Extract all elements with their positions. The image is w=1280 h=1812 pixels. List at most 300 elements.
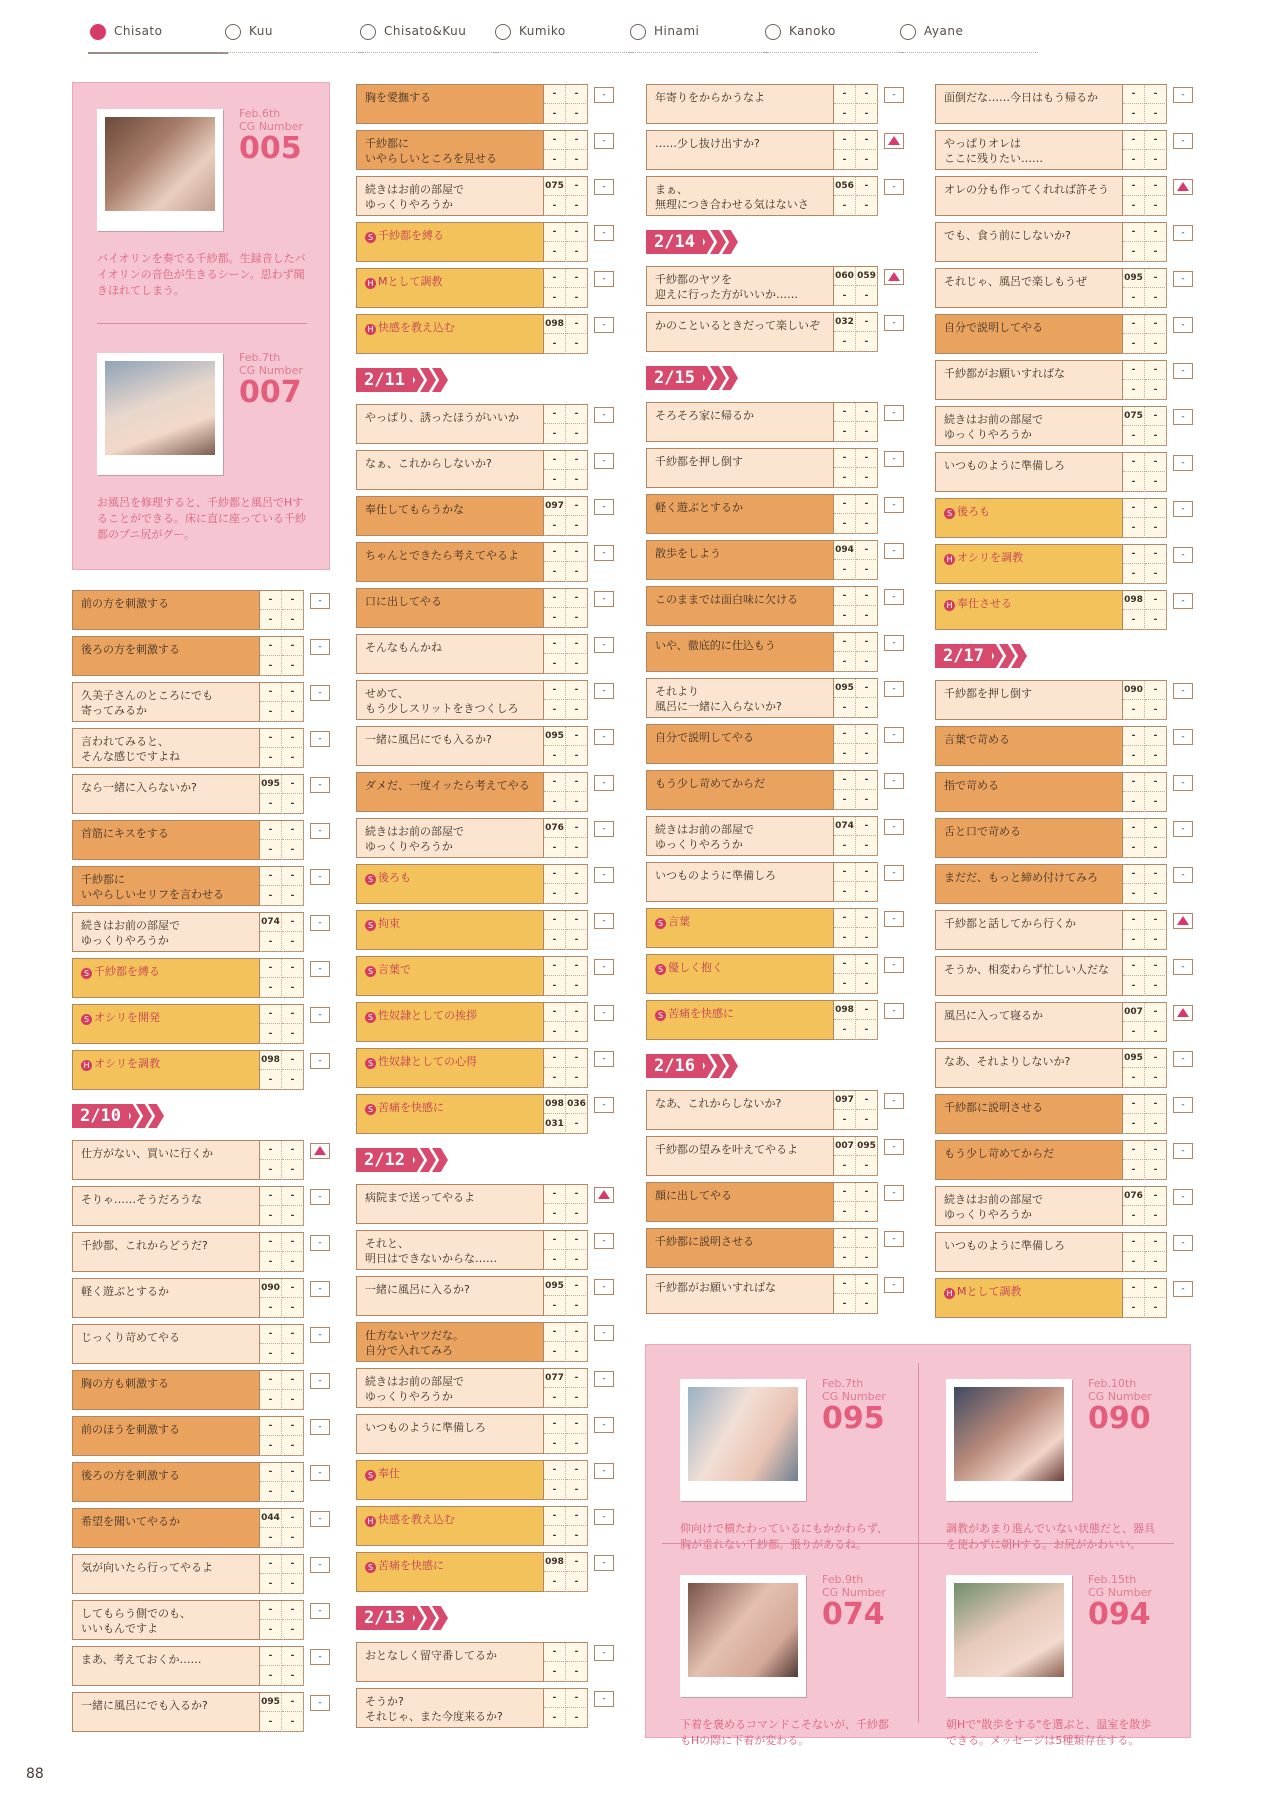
cg-cell: 095 bbox=[544, 1277, 566, 1296]
cg-cell: - bbox=[1145, 1115, 1167, 1134]
affection-box: - bbox=[594, 1645, 614, 1661]
choice-line: 言葉 bbox=[668, 915, 690, 928]
choice-text bbox=[935, 130, 1123, 170]
arrow-up-icon bbox=[1177, 916, 1189, 925]
cg-grid bbox=[544, 130, 588, 170]
choice-line: そうか? bbox=[365, 1695, 404, 1708]
choice-line: なあ、これからしないか? bbox=[655, 1097, 782, 1110]
choice-line: 自分で説明してやる bbox=[944, 321, 1043, 334]
cg-cell: - bbox=[1123, 361, 1145, 380]
cg-cell: - bbox=[1145, 315, 1167, 334]
cg-cell: - bbox=[834, 515, 856, 534]
cg-cell: - bbox=[834, 883, 856, 902]
choice-text bbox=[72, 1462, 260, 1502]
choice-row bbox=[646, 1228, 916, 1268]
cg-grid bbox=[1123, 452, 1167, 492]
choice-row bbox=[356, 450, 626, 490]
cg-number-label: CG Number bbox=[1088, 1586, 1152, 1599]
date-header bbox=[935, 644, 1205, 670]
cg-cell: - bbox=[1145, 243, 1167, 262]
cg-cell: - bbox=[856, 817, 878, 836]
cg-cell: - bbox=[856, 863, 878, 882]
cg-number-label: CG Number bbox=[239, 120, 303, 133]
cg-cell: - bbox=[834, 1157, 856, 1176]
cg-cell: - bbox=[260, 591, 282, 610]
affection-box: - bbox=[594, 133, 614, 149]
tab-chisato[interactable] bbox=[88, 18, 228, 54]
cg-cell: - bbox=[566, 773, 588, 792]
affection-up-icon bbox=[1173, 913, 1193, 929]
cg-grid bbox=[834, 1090, 878, 1130]
cg-cell: - bbox=[260, 1207, 282, 1226]
choice-line: せめて、 bbox=[365, 687, 409, 700]
cg-cell: - bbox=[856, 1021, 878, 1040]
cg-cell: - bbox=[544, 1023, 566, 1042]
cg-cell: - bbox=[260, 1647, 282, 1666]
cg-cell: - bbox=[1145, 1161, 1167, 1180]
cg-cell: - bbox=[1123, 865, 1145, 884]
choice-line: いや、徹底的に仕込もう bbox=[655, 639, 776, 652]
cg-cell: - bbox=[566, 681, 588, 700]
choice-text bbox=[935, 1002, 1123, 1042]
cg-number-label: CG Number bbox=[239, 364, 303, 377]
choice-line: 続きはお前の部屋で bbox=[944, 413, 1043, 426]
cg-cell: - bbox=[282, 729, 304, 748]
cg-cell: - bbox=[1145, 269, 1167, 288]
choice-line: 久美子さんのところにでも bbox=[81, 689, 213, 702]
cg-cell: - bbox=[1123, 453, 1145, 472]
choice-line: 年寄りをからかうなよ bbox=[655, 91, 765, 104]
cg-cell: - bbox=[1123, 499, 1145, 518]
choice-row bbox=[356, 1048, 626, 1088]
choice-line: 寄ってみるか bbox=[81, 704, 147, 717]
choice-text bbox=[72, 1278, 260, 1318]
cg-cell: - bbox=[856, 287, 878, 306]
cg-cell: - bbox=[544, 839, 566, 858]
cg-cell: - bbox=[566, 931, 588, 950]
choice-line: 続きはお前の部屋で bbox=[365, 1375, 464, 1388]
cg-image bbox=[688, 1583, 798, 1677]
cg-cell: 059 bbox=[856, 267, 878, 286]
cg-cell: - bbox=[834, 699, 856, 718]
affection-box: - bbox=[594, 1509, 614, 1525]
cg-cell: - bbox=[834, 287, 856, 306]
cg-cell: - bbox=[544, 885, 566, 904]
cg-cell: - bbox=[1123, 1253, 1145, 1272]
cg-grid bbox=[260, 958, 304, 998]
choice-text bbox=[646, 770, 834, 810]
cg-cell: - bbox=[260, 1371, 282, 1390]
date-header bbox=[646, 366, 916, 392]
choice-row bbox=[356, 1368, 626, 1408]
cg-cell: - bbox=[566, 839, 588, 858]
choice-line: 言われてみると、 bbox=[81, 735, 169, 748]
cg-number: 094 bbox=[1088, 1597, 1151, 1632]
cg-grid bbox=[544, 314, 588, 354]
cg-cell: - bbox=[544, 269, 566, 288]
choice-text bbox=[72, 636, 260, 676]
choice-text bbox=[646, 586, 834, 626]
cg-cell: - bbox=[856, 469, 878, 488]
cg-card-095 bbox=[656, 1353, 914, 1553]
affection-box: - bbox=[594, 499, 614, 515]
cg-cell: - bbox=[282, 749, 304, 768]
choice-text bbox=[646, 1000, 834, 1040]
choice-line: もう少し苛めてからだ bbox=[655, 777, 765, 790]
cg-cell: - bbox=[1145, 453, 1167, 472]
cg-cell: - bbox=[856, 515, 878, 534]
cg-cell: - bbox=[1123, 1095, 1145, 1114]
cg-cell: - bbox=[544, 1527, 566, 1546]
choice-text bbox=[935, 680, 1123, 720]
cg-cell: - bbox=[1123, 727, 1145, 746]
cg-cell: - bbox=[856, 909, 878, 928]
affection-box: - bbox=[594, 913, 614, 929]
cg-cell: - bbox=[260, 959, 282, 978]
cg-grid bbox=[834, 266, 878, 306]
cg-grid bbox=[834, 1136, 878, 1176]
affection-box: - bbox=[594, 1325, 614, 1341]
choice-row bbox=[356, 680, 626, 720]
choice-line: 続きはお前の部屋で bbox=[365, 825, 464, 838]
cg-cell: - bbox=[834, 975, 856, 994]
cg-cell: - bbox=[544, 1689, 566, 1708]
cg-cell: - bbox=[1145, 545, 1167, 564]
choice-line: 言葉で苛める bbox=[944, 733, 1010, 746]
cg-cell: - bbox=[856, 1091, 878, 1110]
cg-number: 005 bbox=[239, 131, 302, 166]
tab-hinami[interactable] bbox=[628, 18, 768, 53]
choice-row bbox=[646, 816, 916, 856]
choice-row bbox=[935, 772, 1205, 812]
affection-box: - bbox=[1173, 317, 1193, 333]
cg-cell: - bbox=[282, 841, 304, 860]
cg-cell: - bbox=[544, 747, 566, 766]
choice-text bbox=[72, 912, 260, 952]
cg-cell: - bbox=[856, 725, 878, 744]
cg-cell: - bbox=[260, 637, 282, 656]
choice-line: 千紗都を縛る bbox=[94, 965, 160, 978]
affection-box: - bbox=[1173, 1097, 1193, 1113]
cg-cell: - bbox=[260, 1071, 282, 1090]
cg-cell: - bbox=[856, 541, 878, 560]
choice-line: 一緒に風呂にでも入るか? bbox=[81, 1699, 208, 1712]
cg-cell: - bbox=[1123, 773, 1145, 792]
cg-cell: - bbox=[282, 1071, 304, 1090]
cg-cell: - bbox=[856, 495, 878, 514]
cg-grid bbox=[544, 268, 588, 308]
choice-text bbox=[356, 130, 544, 170]
choice-row bbox=[356, 404, 626, 444]
cg-grid bbox=[544, 864, 588, 904]
cg-cell: - bbox=[856, 653, 878, 672]
cg-cell: - bbox=[1123, 747, 1145, 766]
tab-label: Hinami bbox=[654, 24, 700, 38]
cg-grid bbox=[834, 816, 878, 856]
choice-text bbox=[646, 1182, 834, 1222]
cg-cell: - bbox=[1123, 565, 1145, 584]
cg-grid bbox=[260, 1004, 304, 1044]
cg-cell: - bbox=[282, 867, 304, 886]
cg-cell: - bbox=[1145, 151, 1167, 170]
cg-cell: - bbox=[544, 131, 566, 150]
flow-column-2 bbox=[356, 84, 626, 1734]
cg-cell: - bbox=[544, 425, 566, 444]
choice-line: やっぱり、誘ったほうがいいか bbox=[365, 411, 519, 424]
choice-row bbox=[356, 84, 626, 124]
cg-grid bbox=[544, 1276, 588, 1316]
cg-cell: - bbox=[544, 931, 566, 950]
cg-grid bbox=[260, 1692, 304, 1732]
choice-line: 奉仕してもらうかな bbox=[365, 503, 464, 516]
cg-cell: - bbox=[834, 495, 856, 514]
cg-grid bbox=[544, 84, 588, 124]
choice-text bbox=[72, 1508, 260, 1548]
choice-row bbox=[935, 910, 1205, 950]
cg-cell: 098 bbox=[544, 1553, 566, 1572]
cg-cell: - bbox=[566, 793, 588, 812]
cg-cell: - bbox=[544, 1709, 566, 1728]
cg-cell: - bbox=[282, 1253, 304, 1272]
cg-cell: - bbox=[856, 883, 878, 902]
choice-line: ゆっくりやろうか bbox=[365, 198, 453, 211]
cg-grid bbox=[260, 1462, 304, 1502]
arrow-up-icon bbox=[1177, 182, 1189, 191]
cg-cell: - bbox=[566, 85, 588, 104]
cg-cell: - bbox=[1123, 197, 1145, 216]
affection-box: - bbox=[310, 1419, 330, 1435]
cg-grid bbox=[260, 1186, 304, 1226]
cg-grid bbox=[544, 404, 588, 444]
affection-box: - bbox=[594, 1233, 614, 1249]
choice-row bbox=[356, 864, 626, 904]
cg-cell: - bbox=[566, 315, 588, 334]
cg-description: お風呂を修理すると、千紗都と風呂でHすることができる。床に直に座っている千紗都のプニ尻がグー。 bbox=[97, 496, 306, 541]
cg-box-left bbox=[72, 82, 330, 570]
choice-text bbox=[646, 1228, 834, 1268]
cg-cell: - bbox=[834, 469, 856, 488]
choice-row bbox=[356, 772, 626, 812]
cg-cell: - bbox=[282, 611, 304, 630]
choice-row bbox=[356, 588, 626, 628]
choice-line: 続きはお前の部屋で bbox=[944, 1193, 1043, 1206]
choice-line: それじゃ、風呂で楽しもうぜ bbox=[944, 275, 1087, 288]
choice-line: 性奴隷としての挨拶 bbox=[378, 1009, 477, 1022]
cg-cell: - bbox=[1123, 793, 1145, 812]
cg-grid bbox=[1123, 910, 1167, 950]
cg-cell: - bbox=[834, 929, 856, 948]
cg-cell: - bbox=[1123, 1115, 1145, 1134]
choice-text bbox=[356, 1094, 544, 1134]
cg-grid bbox=[260, 1140, 304, 1180]
choice-row bbox=[935, 680, 1205, 720]
cg-cell: - bbox=[544, 589, 566, 608]
choice-line: 面倒だな……今日はもう帰るか bbox=[944, 91, 1098, 104]
choice-line: それと、 bbox=[365, 1237, 409, 1250]
cg-cell: - bbox=[1145, 105, 1167, 124]
choice-row bbox=[72, 728, 342, 768]
card-divider bbox=[918, 1363, 919, 1723]
choice-line: 千紗都を縛る bbox=[378, 229, 444, 242]
choice-line: やっぱりオレは bbox=[944, 137, 1021, 150]
affection-box: - bbox=[1173, 87, 1193, 103]
affection-up-icon bbox=[884, 269, 904, 285]
cg-cell: - bbox=[856, 1249, 878, 1268]
cg-grid bbox=[834, 494, 878, 534]
cg-cell: - bbox=[834, 403, 856, 422]
affection-box: - bbox=[594, 317, 614, 333]
choice-row bbox=[356, 1094, 626, 1134]
cg-cell: - bbox=[1123, 223, 1145, 242]
cg-grid bbox=[260, 682, 304, 722]
cg-cell: 095 bbox=[856, 1137, 878, 1156]
cg-grid bbox=[1123, 1048, 1167, 1088]
cg-cell: - bbox=[856, 837, 878, 856]
affection-up-icon bbox=[884, 133, 904, 149]
choice-line: 性奴隷としての心得 bbox=[378, 1055, 477, 1068]
affection-box: - bbox=[594, 271, 614, 287]
cg-grid bbox=[834, 1182, 878, 1222]
cg-description: 朝Hで"散歩をする"を選ぶと、温室を散歩できる。メッセージは5種類存在する。 bbox=[946, 1718, 1152, 1747]
cg-grid bbox=[544, 772, 588, 812]
choice-line: 千紗都の望みを叶えてやるよ bbox=[655, 1143, 798, 1156]
cg-cell: - bbox=[566, 197, 588, 216]
cg-cell: 098 bbox=[544, 1095, 566, 1114]
tab-chisato-kuu[interactable] bbox=[358, 18, 498, 53]
ending-type-icon: S bbox=[365, 232, 376, 243]
radio-icon bbox=[630, 24, 646, 40]
affection-up-icon bbox=[1173, 1005, 1193, 1021]
choice-row bbox=[935, 268, 1205, 308]
cg-grid bbox=[834, 312, 878, 352]
cg-grid bbox=[544, 222, 588, 262]
cg-cell: - bbox=[566, 1003, 588, 1022]
cg-cell: - bbox=[1145, 977, 1167, 996]
cg-grid bbox=[834, 586, 878, 626]
cg-cell: - bbox=[834, 607, 856, 626]
ending-type-icon: S bbox=[655, 918, 666, 929]
ending-type-icon: S bbox=[365, 1562, 376, 1573]
cg-cell: - bbox=[566, 977, 588, 996]
choice-row bbox=[72, 912, 342, 952]
affection-box: - bbox=[594, 729, 614, 745]
choice-text bbox=[356, 1276, 544, 1316]
choice-line: このままでは面白味に欠ける bbox=[655, 593, 798, 606]
choice-text bbox=[72, 1232, 260, 1272]
cg-cell: - bbox=[1145, 681, 1167, 700]
choice-text bbox=[72, 1324, 260, 1364]
cg-cell: - bbox=[260, 729, 282, 748]
choice-text bbox=[72, 1186, 260, 1226]
cg-number: 095 bbox=[822, 1401, 885, 1436]
cg-cell: - bbox=[282, 703, 304, 722]
cg-grid bbox=[834, 908, 878, 948]
cg-grid bbox=[1123, 1186, 1167, 1226]
choice-line: 仕方ないヤツだな。 bbox=[365, 1329, 464, 1342]
character-tabs bbox=[88, 18, 1178, 58]
choice-line: 千紗都、これからどうだ? bbox=[81, 1239, 208, 1252]
cg-cell: - bbox=[1145, 1207, 1167, 1226]
cg-cell: - bbox=[282, 821, 304, 840]
cg-cell: 095 bbox=[1123, 1049, 1145, 1068]
cg-cell: - bbox=[260, 1345, 282, 1364]
cg-cell: - bbox=[1123, 1023, 1145, 1042]
choice-row bbox=[935, 452, 1205, 492]
cg-cell: - bbox=[282, 1345, 304, 1364]
choice-row bbox=[72, 1416, 342, 1456]
tab-kumiko[interactable] bbox=[493, 18, 633, 53]
tab-kanoko[interactable] bbox=[763, 18, 903, 53]
cg-card-090 bbox=[922, 1353, 1180, 1553]
cg-cell: - bbox=[834, 587, 856, 606]
choice-line: 苦痛を快感に bbox=[668, 1007, 734, 1020]
choice-text bbox=[646, 724, 834, 764]
affection-box: - bbox=[1173, 501, 1193, 517]
cg-cell: - bbox=[544, 1003, 566, 1022]
cg-cell: - bbox=[544, 517, 566, 536]
choice-text bbox=[356, 496, 544, 536]
cg-cell: - bbox=[1145, 1141, 1167, 1160]
cg-cell: - bbox=[834, 1111, 856, 1130]
choice-line: 気が向いたら行ってやるよ bbox=[81, 1561, 213, 1574]
cg-cell: - bbox=[566, 1185, 588, 1204]
affection-box: - bbox=[594, 407, 614, 423]
choice-line: 拘束 bbox=[378, 917, 400, 930]
choice-line: 千紗都に bbox=[365, 137, 409, 150]
cg-cell: 095 bbox=[1123, 269, 1145, 288]
affection-box: - bbox=[1173, 959, 1193, 975]
affection-box: - bbox=[310, 1327, 330, 1343]
choice-text bbox=[646, 130, 834, 170]
choice-row bbox=[356, 222, 626, 262]
cg-cell: - bbox=[856, 403, 878, 422]
ending-type-icon: H bbox=[365, 278, 376, 289]
cg-cell: - bbox=[282, 1621, 304, 1640]
choice-row bbox=[646, 1000, 916, 1040]
cg-cell: - bbox=[282, 1371, 304, 1390]
cg-cell: - bbox=[282, 1601, 304, 1620]
choice-row bbox=[646, 130, 916, 170]
tab-ayane[interactable] bbox=[898, 18, 1038, 53]
affection-box: - bbox=[310, 1053, 330, 1069]
cg-number-label: CG Number bbox=[822, 1586, 886, 1599]
choice-line: ゆっくりやろうか bbox=[655, 838, 743, 851]
choice-line: 前のほうを刺激する bbox=[81, 1423, 180, 1436]
date-label: 2/11 bbox=[356, 368, 413, 392]
tab-kuu[interactable] bbox=[223, 18, 363, 53]
choice-text bbox=[356, 1688, 544, 1728]
affection-box: - bbox=[884, 1003, 904, 1019]
cg-cell: - bbox=[260, 1621, 282, 1640]
cg-grid bbox=[544, 1688, 588, 1728]
cg-grid bbox=[260, 590, 304, 630]
affection-box: - bbox=[594, 1417, 614, 1433]
affection-box: - bbox=[594, 1371, 614, 1387]
cg-cell: - bbox=[260, 979, 282, 998]
cg-thumbnail bbox=[946, 1575, 1072, 1697]
cg-cell: - bbox=[856, 333, 878, 352]
cg-cell: - bbox=[282, 979, 304, 998]
affection-box: - bbox=[1173, 133, 1193, 149]
cg-grid bbox=[544, 818, 588, 858]
ending-type-icon: H bbox=[944, 554, 955, 565]
choice-row bbox=[72, 1370, 342, 1410]
affection-box: - bbox=[1173, 1235, 1193, 1251]
cg-grid bbox=[834, 540, 878, 580]
choice-text bbox=[72, 1050, 260, 1090]
cg-cell: - bbox=[856, 105, 878, 124]
choice-line: 風呂に入って寝るか bbox=[944, 1009, 1043, 1022]
